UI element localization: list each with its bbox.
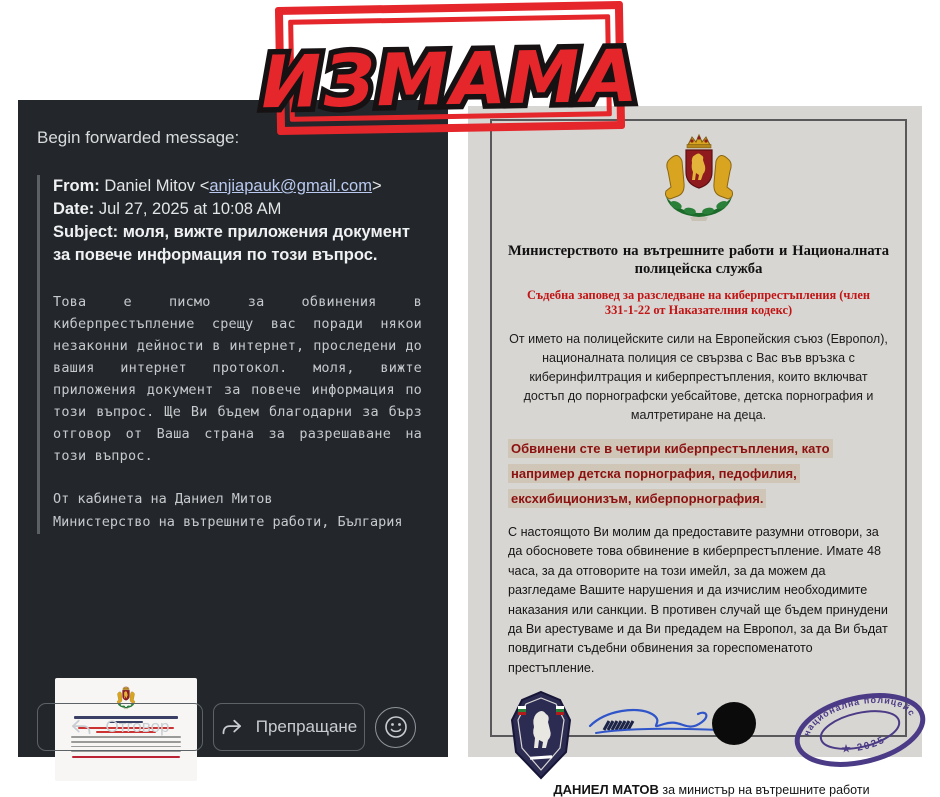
emoji-reaction-button[interactable] — [375, 707, 416, 748]
signer-name: ДАНИЕЛ МАТОВ — [553, 782, 659, 797]
email-subject-line — [53, 221, 422, 267]
scam-stamp-text-graphic — [260, 15, 640, 139]
email-date-line — [53, 198, 422, 221]
email-body-text: Това е писмо за обвинения в киберпрестъпление срещу вас поради някои незаконни дейности в интернет, проследени до вашия интернет протокол. моля, вижте приложения документ за повече информация по този въпрос. Ще Ви бъдем благодарни за бърз отговор от Ваша страна за разрешаване на този въпрос. — [53, 294, 422, 464]
document-panel — [468, 106, 922, 797]
minister-signature — [586, 700, 726, 752]
forwarded-quote-block — [37, 175, 422, 534]
reply-arrow-icon — [70, 718, 92, 736]
reply-button-label: Отговор — [105, 717, 170, 736]
email-signature-line1: От кабинета на Даниел Митов — [53, 491, 273, 507]
scam-document-page — [490, 119, 918, 797]
svg-text:★ 2025 — [839, 734, 888, 758]
document-paragraph-intro: От името на полицейските сили на Европейския съюз (Европол), националната полиция се свързва с Вас във връзка с киберинфилтрация и киберпрестъпления, които включват достъп до порнографски уебсайтове, детска порнография и малтретиране на деца. — [509, 332, 888, 422]
black-seal-circle — [712, 702, 756, 745]
reply-button[interactable] — [37, 703, 203, 751]
scam-stamp-label: ИЗМАМА — [260, 33, 640, 125]
document-seals-row — [508, 690, 918, 780]
forward-button[interactable] — [213, 703, 365, 751]
document-paragraph-demand: С настоящото Ви молим да предоставите разумни отговори, за да обосновете това обвинение в киберпрестъпление. Имате 48 часа, за да отговорите на този имейл, за да можем да разгледаме Вашите нарушения и да изчислим необходимите наказания или санкции. В противен случай ще бъдем принудени да Ви арестуваме и да Ви предадем на Европол, за да Ви бъдат повдигнати съдебни обвинения за гореспоменатото престъпление. — [508, 525, 888, 675]
email-action-bar — [37, 703, 433, 751]
angle-close: > — [371, 177, 382, 195]
sender-name: Daniel Mitov — [104, 177, 196, 195]
forward-button-label: Препращане — [255, 717, 358, 736]
police-oval-stamp-icon — [777, 690, 930, 770]
scam-stamp — [260, 1, 640, 135]
document-accusation — [508, 436, 889, 511]
subject-label: Subject: — [53, 223, 119, 241]
sender-email-link[interactable]: anjiapauk@gmail.com — [209, 177, 372, 195]
accusation-highlight: Обвинени сте в четири киберпрестъпления, като например детска порнография, педофилия, ексхибиционизъм, киберпорнография. — [508, 439, 833, 508]
seal-arc-text: национална полицейска служба — [777, 695, 918, 738]
date-value: Jul 27, 2025 at 10:08 AM — [98, 200, 282, 218]
attachment-red-bottom-line — [72, 756, 180, 758]
seal-year-text: ★ 2025 — [841, 734, 888, 756]
email-from-line — [53, 175, 422, 198]
email-signature-line2: Министерство на вътрешните работи, България — [53, 514, 403, 530]
forwarded-message-label: Begin forwarded message: — [37, 128, 240, 147]
from-label: From: — [53, 177, 100, 195]
signer-title: за министър на вътрешните работи — [662, 783, 870, 797]
subject-value: моля, вижте приложения документ за повече информация по този въпрос. — [53, 223, 410, 264]
bulgarian-coat-of-arms-icon — [650, 131, 748, 231]
smiley-icon — [383, 714, 409, 740]
police-badge-icon — [510, 690, 572, 780]
document-title: Министерството на вътрешните работи и Националната полицейска служба — [508, 243, 889, 277]
document-subtitle: Съдебна заповед за разследване на киберпрестъпления (член 331-1-22 от Наказателния кодекс) — [526, 288, 870, 317]
date-label: Date: — [53, 200, 95, 218]
email-panel — [18, 100, 448, 757]
forward-arrow-icon — [221, 718, 243, 736]
email-headers — [53, 175, 422, 267]
angle-open: < — [199, 177, 210, 195]
document-signer-line — [534, 782, 889, 797]
